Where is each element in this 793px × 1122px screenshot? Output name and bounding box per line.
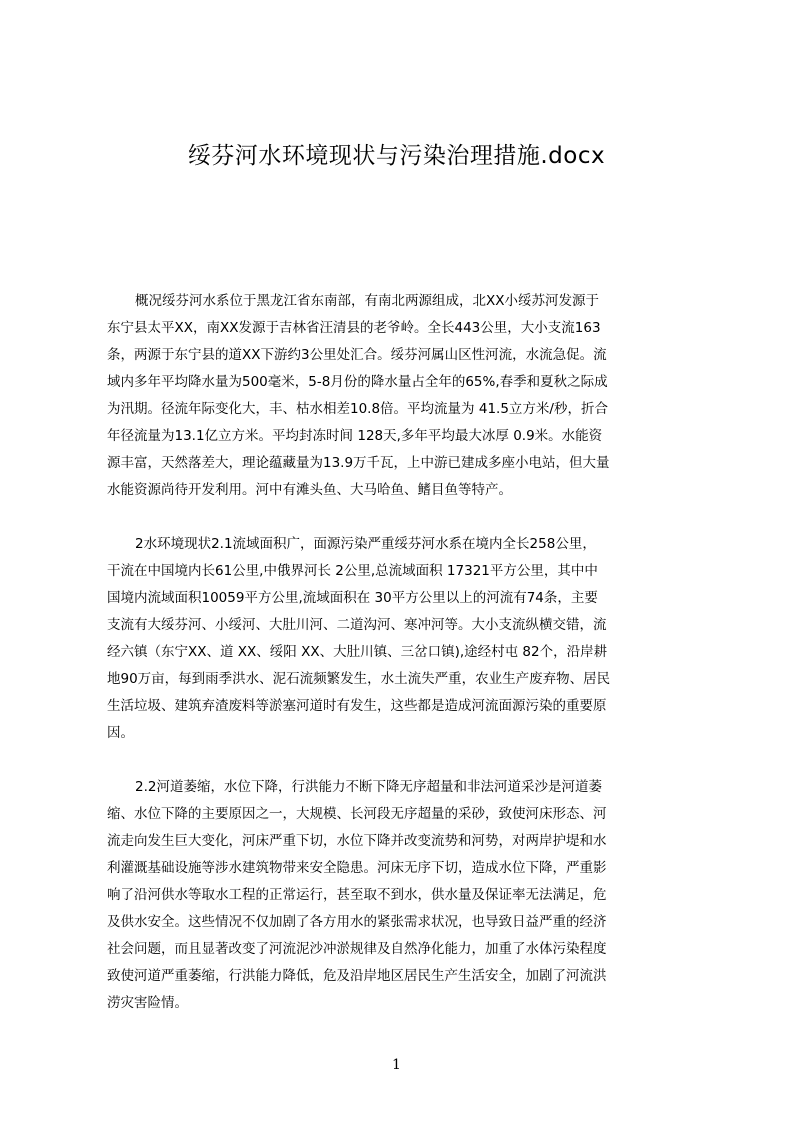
text-line: 干流在中国境内长61公里,中俄界河长 2公里,总流域面积 17321平方公里，其中中 xyxy=(107,563,598,579)
paragraph-spacer xyxy=(107,504,697,531)
text-line: 流走向发生巨大变化，河床严重下切，水位下降并改变流势和河势，对两岸护堤和水 xyxy=(107,833,607,849)
document-body xyxy=(107,288,697,1018)
text-line: 致使河道严重萎缩，行洪能力降低，危及沿岸地区居民生产生活安全，加剧了河流洪 xyxy=(107,968,607,984)
text-line: 缩、水位下降的主要原因之一，大规模、长河段无序超量的采砂，致使河床形态、河 xyxy=(107,806,607,822)
text-line: 支流有大绥芬河、小绥河、大肚川河、二道沟河、寒冲河等。大小支流纵横交错，流 xyxy=(107,617,607,633)
text-line: 2水环境现状2.1流域面积广，面源污染严重绥芬河水系在境内全长258公里， xyxy=(135,536,596,552)
text-line: 水能资源尚待开发利用。河中有滩头鱼、大马哈鱼、鳍目鱼等特产。 xyxy=(107,482,512,498)
text-line: 及供水安全。这些情况不仅加剧了各方用水的紧张需求状况，也导致日益严重的经济 xyxy=(107,914,607,930)
text-line: 响了沿河供水等取水工程的正常运行，甚至取不到水，供水量及保证率无法满足，危 xyxy=(107,887,607,903)
paragraph-riverbed-shrinkage xyxy=(107,774,697,1017)
text-line: 概况绥芬河水系位于黑龙江省东南部，有南北两源组成，北XX小绥苏河发源于 xyxy=(135,293,599,309)
text-line: 东宁县太平XX，南XX发源于吉林省汪清县的老爷岭。全长443公里，大小支流163 xyxy=(107,320,601,336)
text-line: 2.2河道萎缩，水位下降，行洪能力不断下降无序超量和非法河道采沙是河道萎 xyxy=(135,779,602,795)
text-line: 域内多年平均降水量为500毫米，5-8月份的降水量占全年的65%,春季和夏秋之际成 xyxy=(107,374,608,390)
text-line: 国境内流域面积10059平方公里,流域面积在 30平方公里以上的河流有74条，主要 xyxy=(107,590,598,606)
text-line: 地90万亩，每到雨季洪水、泥石流频繁发生，水土流失严重，农业生产废弃物、居民 xyxy=(107,671,611,687)
text-line: 涝灾害险情。 xyxy=(107,995,188,1011)
text-line: 利灌溉基础设施等涉水建筑物带来安全隐患。河床无序下切，造成水位下降，严重影 xyxy=(107,860,607,876)
paragraph-spacer xyxy=(107,747,697,774)
text-line: 源丰富，天然落差大，理论蕴藏量为13.9万千瓦，上中游已建成多座小电站，但大量 xyxy=(107,455,610,471)
text-line: 生活垃圾、建筑弃渣废料等淤塞河道时有发生，这些都是造成河流面源污染的重要原 xyxy=(107,698,607,714)
text-line: 因。 xyxy=(107,725,134,741)
page-number: 1 xyxy=(392,1057,401,1073)
text-line: 年径流量为13.1亿立方米。平均封冻时间 128天,多年平均最大冰厚 0.9米。水能资 xyxy=(107,428,603,444)
text-line: 社会问题，而且显著改变了河流泥沙冲淤规律及自然净化能力，加重了水体污染程度 xyxy=(107,941,607,957)
document-title: 绥芬河水环境现状与污染治理措施.docx xyxy=(187,143,606,169)
text-line: 经六镇（东宁XX、道 XX、绥阳 XX、大肚川镇、三岔口镇),途经村屯 82个，沿岸耕 xyxy=(107,644,608,660)
text-line: 条，两源于东宁县的道XX下游约3公里处汇合。绥芬河属山区性河流，水流急促。流 xyxy=(107,347,607,363)
text-line: 为汛期。径流年际变化大，丰、枯水相差10.8倍。平均流量为 41.5立方米/秒，折合 xyxy=(107,401,608,417)
paragraph-overview xyxy=(107,288,697,504)
paragraph-water-status xyxy=(107,531,697,747)
